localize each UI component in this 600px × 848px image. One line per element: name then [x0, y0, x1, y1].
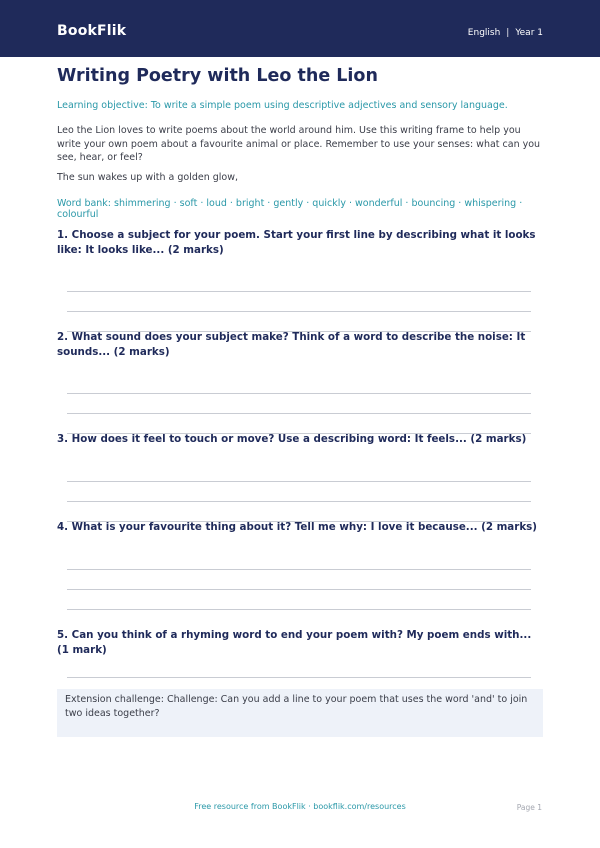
question-2: 2. What sound does your subject make? Think of a word to describe the noise: It sounds... (2 marks) [57, 331, 526, 358]
brand-logo: BookFlik [57, 23, 127, 39]
answer-line[interactable] [67, 501, 531, 502]
learning-objective: Learning objective: To write a simple poem using descriptive adjectives and sensory language. [57, 100, 508, 111]
answer-line[interactable] [67, 481, 531, 482]
word-bank: Word bank: shimmering · soft · loud · bright · gently · quickly · wonderful · bouncing · whispering · colourful [57, 198, 523, 220]
year-label: Year 1 [515, 28, 543, 38]
footer-credit: Free resource from BookFlik · bookflik.com/resources [194, 802, 406, 811]
question-1: 1. Choose a subject for your poem. Start your first line by describing what it looks like: It looks like... (2 marks) [57, 229, 536, 256]
header-separator: | [506, 28, 510, 38]
answer-line[interactable] [67, 413, 531, 414]
answer-line[interactable] [67, 311, 531, 312]
answer-line[interactable] [67, 677, 531, 678]
subject-label: English [467, 28, 501, 38]
extension-challenge: Extension challenge: Challenge: Can you add a line to your poem that uses the word 'and' to join two ideas together? [57, 689, 543, 737]
page-title: Writing Poetry with Leo the Lion [57, 66, 378, 86]
answer-line[interactable] [67, 589, 531, 590]
header-meta [468, 28, 543, 38]
answer-line[interactable] [67, 569, 531, 570]
answer-line[interactable] [67, 609, 531, 610]
intro-paragraph: Leo the Lion loves to write poems about the world around him. Use this writing frame to help you write your own poem about a favourite animal or place. Remember to use your senses: what can you see, hear, or feel? [57, 125, 541, 163]
question-3: 3. How does it feel to touch or move? Use a describing word: It feels... (2 marks) [57, 433, 527, 445]
example-line: The sun wakes up with a golden glow, [57, 172, 239, 183]
answer-line[interactable] [67, 393, 531, 394]
question-4: 4. What is your favourite thing about it? Tell me why: I love it because... (2 marks) [57, 521, 538, 533]
answer-line[interactable] [67, 291, 531, 292]
page-number: Page 1 [516, 803, 542, 812]
header-bar [0, 0, 600, 57]
question-5: 5. Can you think of a rhyming word to end your poem with? My poem ends with... (1 mark) [57, 629, 532, 656]
